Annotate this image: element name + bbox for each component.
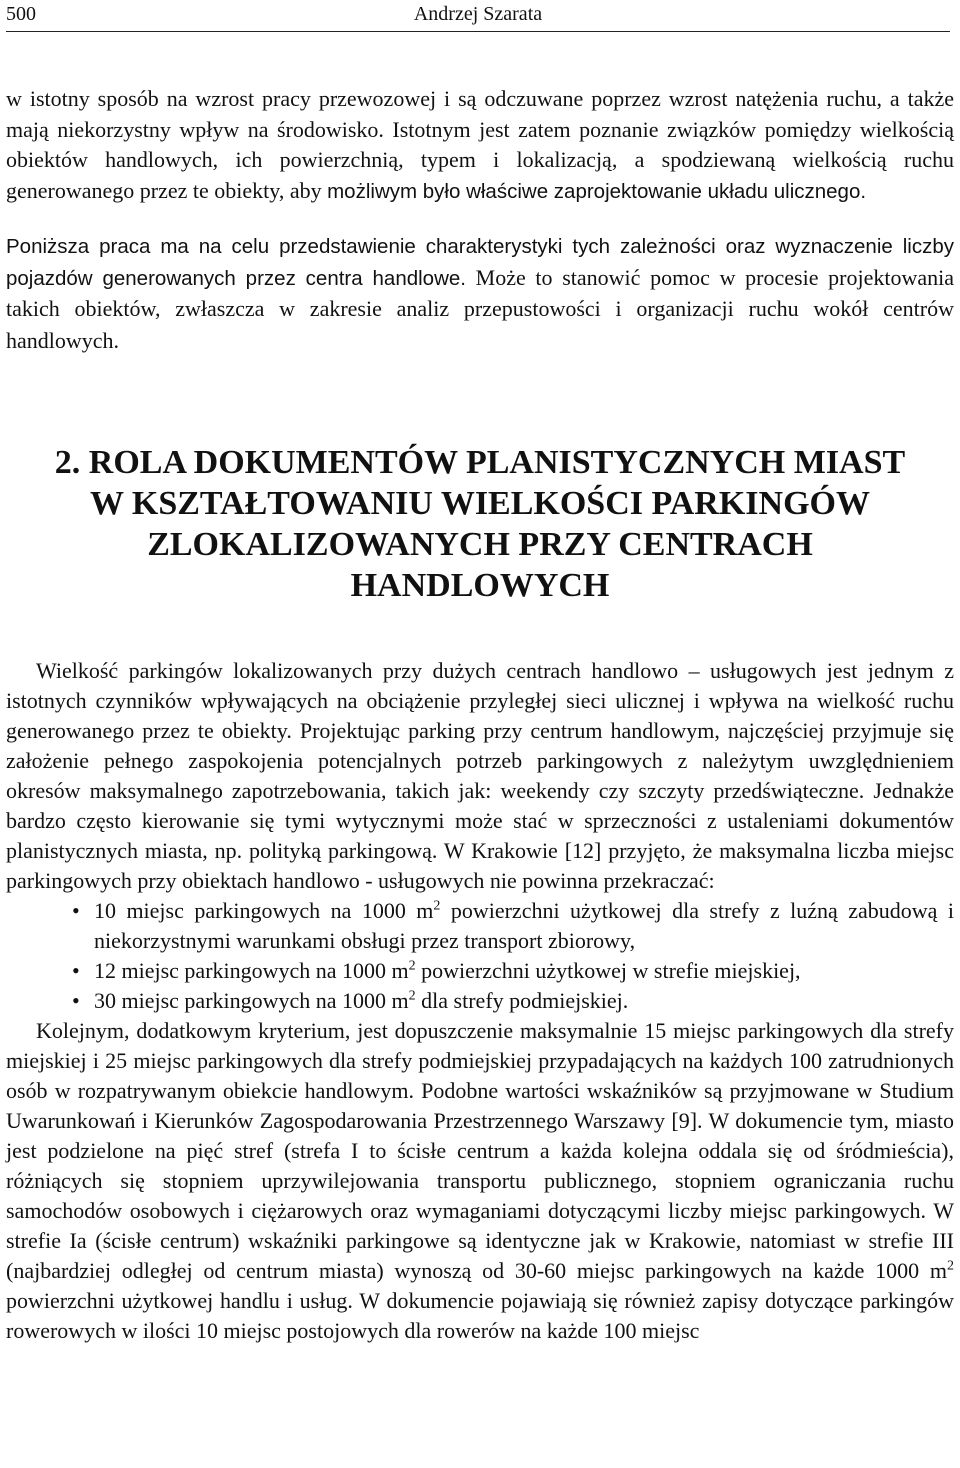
section-heading-line-2: W KSZTAŁTOWANIU WIELKOŚCI PARKINGÓW [90,485,870,522]
intro-paragraph-1-text: w istotny sposób na wzrost pracy przewozowej i są odczuwane poprzez wzrost natężenia ruchu, a także mają niekorzystny wpływ na środowisko. Istotnym jest zatem poznanie związków pomiędzy wielkością obiektów handlowych, ich powierzchnią, typem i lokalizacją, a spodziewaną wielkością ruchu generowanego przez te obiekty, aby [6,86,954,203]
body-paragraph-2 [6,1016,954,1346]
list-item-text-tail: powierzchni użytkowej w strefie miejskiej, [415,958,801,983]
superscript: 2 [433,898,441,914]
list-item-text: 10 miejsc parkingowych na 1000 m [94,898,434,923]
bullet-icon: • [72,958,80,983]
superscript: 2 [947,1258,954,1274]
list-item-text-tail: dla strefy podmiejskiej. [415,988,629,1013]
list-item [6,956,954,986]
running-header [6,0,950,30]
list-item-text: 12 miejsc parkingowych na 1000 m [94,958,409,983]
bullet-icon: • [72,898,80,923]
section-heading-line-3: ZLOKALIZOWANYCH PRZY CENTRACH [147,526,813,563]
intro-paragraph-1 [6,84,954,207]
list-item [6,896,954,956]
header-rule [6,31,950,32]
parking-limits-list [6,896,954,1016]
body-paragraph-1: Wielkość parkingów lokalizowanych przy dużych centrach handlowo – usługowych jest jednym z istotnych czynników wpływających na obciążenie przyległej sieci ulicznej i wpływa na wielkość ruchu generowanego przez te obiekty. Projektując parking przy centrum handlowym, najczęściej przyjmuje się założenie pełnego zaspokojenia potencjalnych potrzeb parkingowych z należytym uwzględnieniem okresów maksymalnego zapotrzebowania, takich jak: weekendy czy szczyty przedświąteczne. Jednakże bardzo często kierowanie się tymi wytycznymi może stać w sprzeczności z ustaleniami dokumentów planistycznych miasta, np. polityką parkingową. W Krakowie [12] przyjęto, że maksymalna liczba miejsc parkingowych przy obiektach handlowo - usługowych nie powinna przekraczać: [6,658,954,893]
superscript: 2 [408,958,416,974]
list-item-text-tail: powierzchni użytkowej dla strefy z luźną zabudową i niekorzystnymi warunkami obsługi przez transport zbiorowy, [94,898,954,953]
page-number: 500 [6,3,36,25]
body-paragraph-2-text: Kolejnym, dodatkowym kryterium, jest dopuszczenie maksymalnie 15 miejsc parkingowych dla strefy miejskiej i 25 miejsc parkingowych dla strefy podmiejskiej przypadających na każdych 100 zatrudnionych osób w rozpatrywanym obiekcie handlowym. Podobne wartości wskaźników są przyjmowane w Studium Uwarunkowań i Kierunków Zagospodarowania Przestrzennego Warszawy [9]. W dokumencie tym, miasto jest podzielone na pięć stref (strefa I to ścisłe centrum a każda kolejna oddala się od śródmieścia), różniących się stopniem uprzywilejowania transportu publicznego, stopniem ograniczania ruchu samochodów osobowych i ciężarowych oraz wymaganiami dotyczącymi liczby miejsc parkingowych. W strefie Ia (ścisłe centrum) wskaźniki parkingowe są identyczne jak w Krakowie, natomiast w strefie III (najbardziej odległej od centrum miasta) wynoszą od 30-60 miejsc parkingowych na każde 1000 m [6,1018,954,1283]
section-heading-line-4: HANDLOWYCH [350,567,610,604]
list-item [6,986,954,1016]
superscript: 2 [408,988,416,1004]
intro-paragraph-2-text: Poniższa praca ma na celu przedstawienie charakterystyki tych zależności oraz wyznaczenie liczby pojazdów generowanych przez centra handlowe. [6,235,954,290]
section-body [6,656,954,1346]
intro-paragraph-2-tail: Może to stanowić pomoc w procesie projektowania takich obiektów, zwłaszcza w zakresie analiz przepustowości i organizacji ruchu wokół centrów handlowych. [6,264,954,353]
running-head-author: Andrzej Szarata [413,3,543,25]
bullet-icon: • [72,988,80,1013]
section-heading-line-1: 2. ROLA DOKUMENTÓW PLANISTYCZNYCH MIAST [54,444,906,481]
section-heading [6,442,954,606]
intro-paragraph-1-tail: możliwym było właściwe zaprojektowanie układu ulicznego. [327,179,867,203]
body-paragraph-2-tail: powierzchni użytkowej handlu i usług. W dokumencie pojawiają się również zapisy dotyczące parkingów rowerowych w ilości 10 miejsc postojowych dla rowerów na każde 100 miejsc [6,1288,954,1343]
intro-paragraph-2 [6,232,954,357]
list-item-text: 30 miejsc parkingowych na 1000 m [94,988,409,1013]
